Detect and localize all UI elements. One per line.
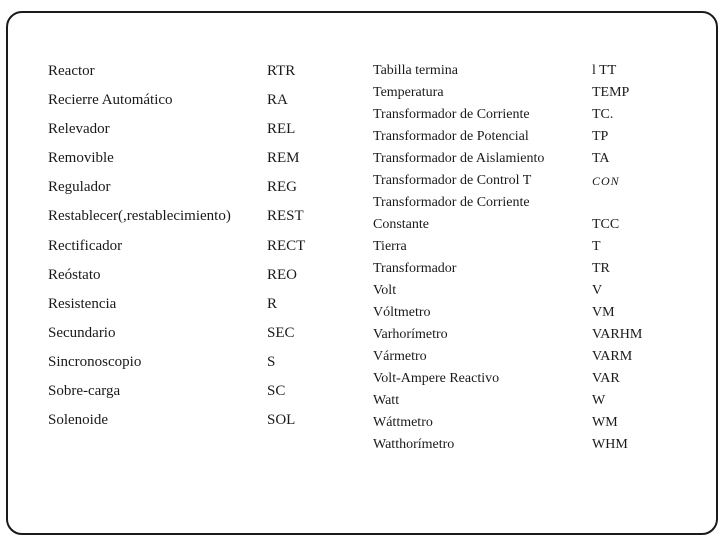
abbreviation: REM [267, 150, 300, 167]
list-item [373, 82, 673, 104]
list-item [373, 236, 673, 258]
term: Volt-Ampere Reactivo [373, 371, 500, 386]
term: Tierra [373, 239, 407, 254]
term: Vármetro [373, 349, 427, 364]
abbreviation: REG [267, 179, 297, 196]
list-item [373, 280, 673, 302]
list-item [373, 434, 673, 456]
term: Transformador de Corriente [373, 107, 530, 122]
abbreviation: VARHM [592, 327, 643, 342]
list-item [373, 148, 673, 170]
list-item [48, 86, 348, 115]
list-item [373, 60, 673, 82]
list-item [48, 261, 348, 290]
term: Transformador de Control T [373, 173, 532, 188]
term-line-2: Constante [373, 217, 429, 232]
left-abbreviation-list [48, 57, 348, 435]
list-item [48, 290, 348, 319]
abbreviation: l TT [592, 63, 617, 78]
abbreviation: WHM [592, 437, 628, 452]
abbreviation: TP [592, 129, 609, 144]
term: Watt [373, 393, 400, 408]
term: Rectificador [48, 237, 123, 254]
abbreviation: TC. [592, 107, 614, 122]
list-item [48, 377, 348, 406]
list-item [48, 406, 348, 435]
abbreviation: RTR [267, 63, 296, 79]
term: Watthorímetro [373, 437, 455, 452]
term: Sincronoscopio [48, 353, 142, 370]
slide-frame [6, 11, 718, 535]
abbreviation: CON [592, 174, 620, 188]
abbreviation: R [267, 295, 278, 312]
abbreviation: VM [592, 305, 615, 320]
list-item [373, 390, 673, 412]
abbreviation: REL [267, 121, 296, 138]
term [373, 192, 530, 236]
term: Secundario [48, 324, 116, 341]
abbreviation: V [592, 283, 603, 298]
abbreviation: SC [267, 383, 286, 400]
list-item [373, 412, 673, 434]
abbreviation: SOL [267, 412, 296, 429]
list-item [373, 346, 673, 368]
abbreviation: REO [267, 266, 297, 283]
list-item [48, 144, 348, 173]
abbreviation: RA [267, 92, 288, 109]
term: Varhorímetro [373, 327, 448, 342]
list-item [48, 232, 348, 261]
list-item [48, 57, 348, 86]
term: Transformador [373, 261, 457, 276]
abbreviation: WM [592, 415, 618, 430]
right-abbreviation-list [373, 60, 673, 456]
term: Solenoide [48, 412, 108, 429]
abbreviation: SEC [267, 324, 295, 341]
term: Transformador de Potencial [373, 129, 529, 144]
term: Resistencia [48, 295, 117, 312]
list-item [373, 104, 673, 126]
abbreviation: TCC [592, 217, 620, 232]
term: Sobre-carga [48, 383, 121, 400]
term: Removible [48, 150, 114, 167]
list-item [373, 302, 673, 324]
term: Temperatura [373, 85, 444, 100]
abbreviation: VARM [592, 349, 633, 364]
abbreviation: TR [592, 261, 610, 276]
abbreviation: TEMP [592, 85, 630, 100]
abbreviation: T [592, 239, 601, 254]
list-item [373, 192, 673, 236]
list-item [373, 324, 673, 346]
list-item [48, 173, 348, 202]
term: Vóltmetro [373, 305, 431, 320]
list-item [48, 348, 348, 377]
term: Wáttmetro [373, 415, 433, 430]
term-line-1: Transformador de Corriente [373, 195, 530, 210]
list-item [48, 202, 348, 231]
list-item [48, 115, 348, 144]
list-item [48, 319, 348, 348]
term: Recierre Automático [48, 92, 173, 109]
term: Transformador de Aislamiento [373, 151, 545, 166]
term: Volt [373, 283, 397, 298]
term: Reactor [48, 63, 95, 79]
term: Reóstato [48, 266, 101, 283]
term: Relevador [48, 121, 110, 138]
abbreviation: RECT [267, 237, 306, 254]
abbreviation: VAR [592, 371, 620, 386]
abbreviation: TA [592, 151, 610, 166]
term: Restablecer(,restablecimiento) [48, 208, 231, 225]
list-item [373, 170, 673, 192]
term: Regulador [48, 179, 111, 196]
abbreviation: W [592, 393, 606, 408]
list-item [373, 368, 673, 390]
abbreviation: REST [267, 208, 304, 225]
list-item [373, 126, 673, 148]
abbreviation: S [267, 353, 276, 370]
term: Tabilla termina [373, 63, 458, 78]
list-item [373, 258, 673, 280]
